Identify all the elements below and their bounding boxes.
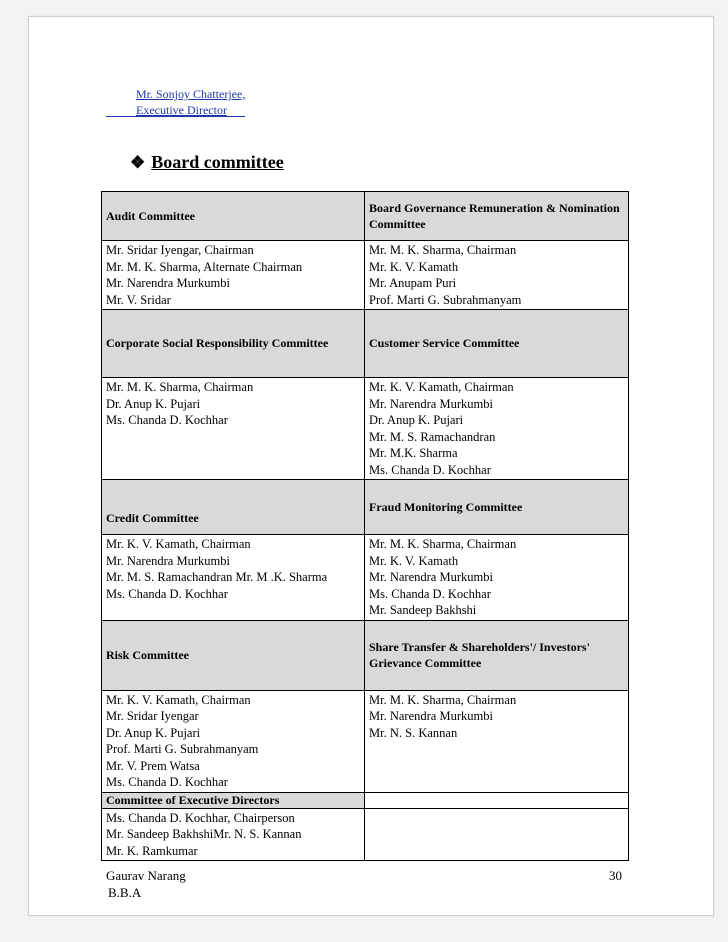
member-name: Mr. K. V. Kamath — [369, 553, 459, 568]
member-name: Mr. K. V. Kamath — [369, 259, 459, 274]
author-degree: B.B.A — [108, 885, 142, 900]
committee-title: Corporate Social Responsibility Committee — [102, 310, 365, 378]
member-name: Mr. Sridar Iyengar — [106, 709, 199, 723]
table-row — [102, 535, 629, 621]
author-name: Gaurav Narang — [106, 868, 186, 883]
page-number: 30 — [609, 868, 622, 883]
table-row — [102, 690, 629, 792]
committee-title: Audit Committee — [102, 192, 365, 241]
committee-title: Risk Committee — [102, 620, 365, 690]
table-row — [102, 620, 629, 690]
member-list — [102, 378, 365, 480]
member-name: Mr. K. V. Kamath, Chairman — [106, 692, 251, 707]
member-name: Mr. K. V. Kamath, Chairman — [369, 380, 514, 394]
committee-table — [101, 191, 629, 861]
member-name: Mr. Sandeep BakhshiMr. N. S. Kannan — [106, 827, 302, 841]
empty-cell — [365, 808, 629, 861]
member-name: Mr. K. V. Kamath, Chairman — [106, 537, 251, 551]
member-name: Mr. N. S. Kannan — [369, 725, 458, 740]
committee-title: Share Transfer & Shareholders'/ Investors' Grievance Committee — [365, 620, 629, 690]
table-row — [102, 808, 629, 861]
member-list — [102, 808, 365, 861]
member-list — [102, 690, 365, 792]
member-name: Mr. M.K. Sharma — [369, 446, 458, 460]
member-name: Ms. Chanda D. Kochhar, Chairperson — [106, 810, 295, 825]
page-footer — [106, 867, 622, 901]
member-name: Mr. M. K. Sharma, Chairman — [369, 692, 517, 707]
member-name: Mr. Narendra Murkumbi — [369, 570, 493, 584]
member-name: Mr. M. K. Sharma, Chairman — [369, 537, 517, 551]
member-name: Mr. M. S. Ramachandran — [369, 429, 496, 444]
empty-cell — [365, 792, 629, 808]
section-heading — [130, 152, 284, 173]
committee-title: Fraud Monitoring Committee — [365, 480, 629, 535]
member-name: Dr. Anup K. Pujari — [106, 396, 201, 411]
member-list — [365, 378, 629, 480]
member-name: Mr. Narendra Murkumbi — [106, 276, 230, 290]
table-row — [102, 310, 629, 378]
committee-title: Credit Committee — [102, 480, 365, 535]
member-name: Ms. Chanda D. Kochhar — [106, 586, 228, 601]
member-name: Mr. M. K. Sharma, Alternate Chairman — [106, 259, 303, 274]
member-name: Ms. Chanda D. Kochhar — [369, 462, 491, 477]
table-row — [102, 241, 629, 310]
member-name: Ms. Chanda D. Kochhar — [369, 586, 491, 601]
table-row — [102, 378, 629, 480]
member-list — [365, 535, 629, 621]
committee-title: Customer Service Committee — [365, 310, 629, 378]
member-name: Ms. Chanda D. Kochhar — [106, 775, 228, 789]
committee-title: Committee of Executive Directors — [102, 792, 365, 808]
director-role-link[interactable]: Executive Director — [106, 102, 245, 118]
member-name: Mr. V. Sridar — [106, 292, 171, 307]
member-list — [365, 690, 629, 792]
member-name: Mr. M. K. Sharma, Chairman — [369, 243, 517, 257]
table-row — [102, 480, 629, 535]
diamond-bullet-icon: ❖ — [130, 153, 146, 172]
member-list — [102, 535, 365, 621]
member-name: Mr. Narendra Murkumbi — [369, 396, 493, 411]
director-name-link[interactable]: Mr. Sonjoy Chatterjee, — [136, 87, 246, 101]
member-name: Mr. Narendra Murkumbi — [369, 709, 493, 723]
member-name: Ms. Chanda D. Kochhar — [106, 413, 228, 427]
member-name: Dr. Anup K. Pujari — [106, 725, 201, 740]
member-name: Prof. Marti G. Subrahmanyam — [369, 292, 522, 307]
member-name: Dr. Anup K. Pujari — [369, 413, 464, 427]
member-name: Mr. Anupam Puri — [369, 276, 457, 290]
member-list — [365, 241, 629, 310]
member-name: Mr. M. K. Sharma, Chairman — [106, 380, 254, 394]
member-name: Mr. K. Ramkumar — [106, 843, 198, 858]
member-name: Mr. Sandeep Bakhshi — [369, 603, 477, 617]
table-row — [102, 792, 629, 808]
member-list — [102, 241, 365, 310]
table-row — [102, 192, 629, 241]
member-name: Mr. V. Prem Watsa — [106, 758, 200, 773]
committee-title: Board Governance Remuneration & Nomination Committee — [365, 192, 629, 241]
member-name: Mr. M. S. Ramachandran Mr. M .K. Sharma — [106, 570, 328, 584]
contact-links — [106, 86, 245, 118]
member-name: Mr. Sridar Iyengar, Chairman — [106, 243, 254, 257]
member-name: Mr. Narendra Murkumbi — [106, 553, 230, 568]
section-title: Board committee — [151, 152, 284, 172]
member-name: Prof. Marti G. Subrahmanyam — [106, 742, 259, 756]
